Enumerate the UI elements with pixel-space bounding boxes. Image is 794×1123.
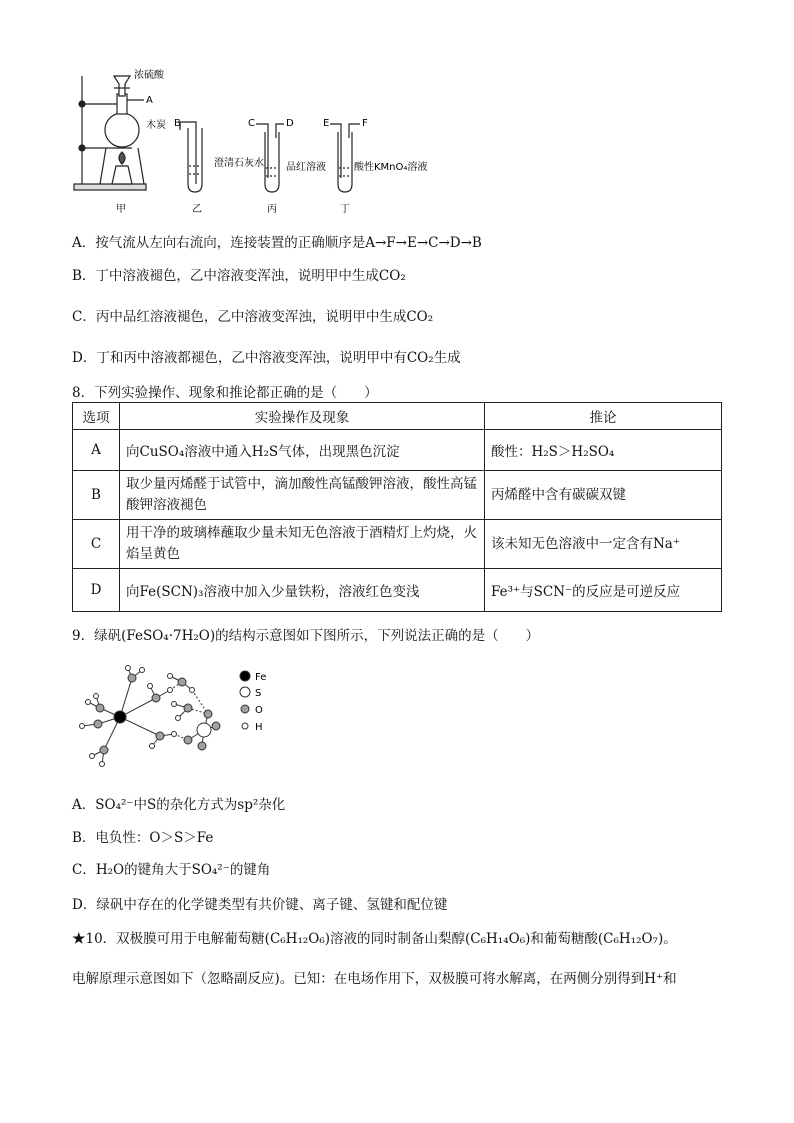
caption-bing: 丙: [267, 204, 277, 215]
row-inference: 该未知无色溶液中一定含有Na⁺: [485, 520, 722, 569]
label-charcoal: 木炭: [146, 120, 166, 131]
q8-table: [72, 402, 722, 612]
q9-option-a: A．SO₄²⁻中S的杂化方式为sp²杂化: [72, 797, 286, 813]
q10-line2: 电解原理示意图如下（忽略副反应)。已知：在电场作用下，双极膜可将水解离，在两侧分别得到H⁺和: [72, 971, 677, 987]
q9-option-c: C．H₂O的键角大于SO₄²⁻的键角: [72, 862, 271, 878]
row-option: A: [73, 430, 120, 471]
row-inference: 丙烯醛中含有碳碳双键: [485, 471, 722, 520]
test-tube-bing: [265, 132, 279, 192]
row-option: D: [73, 569, 120, 612]
test-tube-ding: [338, 132, 352, 192]
fe-atom: [114, 711, 126, 723]
apparatus-figure: [70, 66, 490, 218]
legend-fe: Fe: [255, 672, 267, 683]
legend-h: H: [255, 722, 263, 733]
caption-ding: 丁: [340, 204, 350, 215]
dropping-funnel: [114, 76, 130, 96]
table-row: [73, 430, 722, 471]
row-operation: 向CuSO₄溶液中通入H₂S气体，出现黑色沉淀: [120, 430, 485, 471]
header-inference: 推论: [485, 403, 722, 430]
label-port-d: D: [286, 118, 294, 129]
label-port-f: F: [362, 118, 368, 129]
q7-option-b: B．丁中溶液褪色，乙中溶液变浑浊，说明甲中生成CO₂: [72, 268, 406, 284]
row-inference: 酸性：H₂S＞H₂SO₄: [485, 430, 722, 471]
label-port-a: A: [146, 95, 153, 106]
q8-stem: 8．下列实验操作、现象和推论都正确的是（ ）: [72, 385, 378, 401]
structure-legend: [240, 671, 250, 729]
table-row: [73, 471, 722, 520]
green-vitriol-structure: [70, 664, 280, 776]
alcohol-lamp: [112, 166, 132, 184]
q7-option-a: A．按气流从左向右流向，连接装置的正确顺序是A→F→E→C→D→B: [72, 235, 482, 251]
q7-option-c: C．丙中品红溶液褪色，乙中溶液变浑浊，说明甲中生成CO₂: [72, 309, 434, 325]
table-row: [73, 569, 722, 612]
header-operation: 实验操作及现象: [120, 403, 485, 430]
label-port-e: E: [323, 118, 330, 129]
header-option: 选项: [73, 403, 120, 430]
round-flask: [105, 113, 139, 147]
table-row: [73, 520, 722, 569]
q9-stem: 9．绿矾(FeSO₄·7H₂O)的结构示意图如下图所示，下列说法正确的是（ ）: [72, 628, 540, 644]
caption-yi: 乙: [192, 204, 202, 215]
label-port-b: B: [174, 118, 181, 129]
legend-s: S: [255, 688, 262, 699]
row-operation: 向Fe(SCN)₃溶液中加入少量铁粉，溶液红色变浅: [120, 569, 485, 612]
row-operation: 取少量丙烯醛于试管中，滴加酸性高锰酸钾溶液，酸性高锰酸钾溶液褪色: [120, 471, 485, 520]
row-inference: Fe³⁺与SCN⁻的反应是可逆反应: [485, 569, 722, 612]
stand-base: [74, 184, 146, 190]
q9-option-b: B．电负性：O＞S＞Fe: [72, 830, 214, 846]
row-option: B: [73, 471, 120, 520]
label-port-c: C: [248, 118, 255, 129]
row-option: C: [73, 520, 120, 569]
s-atom: [197, 723, 211, 737]
label-limewater: 澄清石灰水: [214, 158, 264, 169]
q7-option-d: D．丁和丙中溶液都褪色，乙中溶液变浑浊，说明甲中有CO₂生成: [72, 350, 461, 366]
label-conc-acid: 浓硫酸: [134, 70, 164, 81]
legend-o: O: [255, 705, 263, 716]
caption-jia: 甲: [116, 204, 126, 215]
row-operation: 用干净的玻璃棒蘸取少量未知无色溶液于酒精灯上灼烧，火焰呈黄色: [120, 520, 485, 569]
label-red-dye: 品红溶液: [286, 162, 326, 173]
label-kmno4: 酸性KMnO₄溶液: [354, 162, 428, 173]
q9-option-d: D．绿矾中存在的化学键类型有共价键、离子键、氢键和配位键: [72, 897, 448, 913]
test-tube-yi: [188, 128, 202, 192]
q10-line1: ★10．双极膜可用于电解葡萄糖(C₆H₁₂O₆)溶液的同时制备山梨醇(C₆H₁₄O₆)和葡萄糖酸(C₆H₁₂O₇)。: [72, 931, 677, 947]
